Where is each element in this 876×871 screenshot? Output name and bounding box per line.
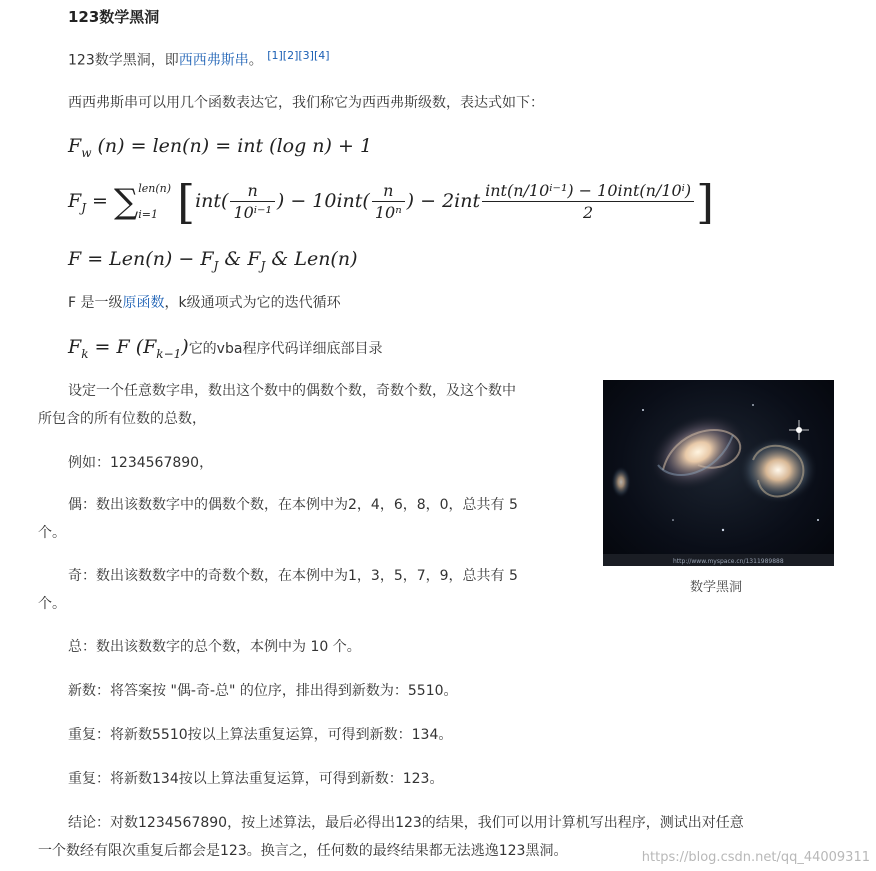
page-title: 123数学黑洞 — [68, 8, 160, 26]
even-line2: 个。 — [38, 525, 66, 541]
galaxy-image[interactable] — [603, 380, 834, 566]
image-caption: 数学黑洞 — [690, 580, 743, 595]
image-url-text: http://www.myspace.cn/1311989888 — [673, 558, 784, 565]
ref-4[interactable]: [4] — [313, 49, 330, 62]
repeat-2-paragraph: 重复：将新数134按以上算法重复运算，可得到新数：123。 — [68, 771, 444, 787]
odd-line2: 个。 — [38, 596, 66, 612]
watermark: https://blog.csdn.net/qq_44009311 — [641, 850, 870, 865]
primitive-function-paragraph: F 是一级原函数，k级通项式为它的迭代循环 — [68, 295, 341, 311]
ref-2[interactable]: [2] — [282, 49, 299, 62]
sisyphus-link[interactable]: 西西弗斯串 — [178, 52, 249, 69]
example-paragraph: 例如：1234567890， — [68, 455, 214, 471]
primitive-function-link[interactable]: 原函数 — [122, 295, 165, 311]
galaxy-illustration — [603, 380, 834, 566]
p1-line1: 设定一个任意数字串，数出这个数中的偶数个数，奇数个数，及这个数中 — [68, 383, 516, 399]
conclusion-line2: 一个数经有限次重复后都会是123。换言之，任何数的最终结果都无法逃逸123黑洞。 — [38, 843, 568, 859]
formula-fj: $F_J$ = ∑ len(n) i=1 [int( $\frac{n}{\text{10ⁱ⁻¹}}$ ) − 10int( $\frac{n}{\text{10ⁿ}}$ ) − 2int $\frac{\text{int(n/10ⁱ⁻¹) − 10int(n/10ⁱ)}}{2}$ ] — [68, 175, 715, 229]
intro-suffix: 。 — [248, 52, 263, 69]
odd-line1: 奇：数出该数数字中的奇数个数，在本例中为1，3，5，7，9，总共有 5 — [68, 568, 518, 584]
total-paragraph: 总：数出该数数字的总个数，本例中为 10 个。 — [68, 639, 361, 655]
conclusion-line1: 结论：对数1234567890，按上述算法，最后必得出123的结果，我们可以用计算机写出程序，测试出对任意 — [68, 815, 744, 831]
formula-fk: $F_k = F$ $(F_{k-1})$它的vba程序代码详细底部目录 — [68, 336, 383, 361]
intro-prefix: 123数学黑洞，即 — [68, 52, 179, 69]
even-line1: 偶：数出该数数字中的偶数个数，在本例中为2，4，6，8，0，总共有 5 — [68, 497, 518, 513]
ref-3[interactable]: [3] — [298, 49, 314, 62]
formula-f: $F = Len(n) - F_J$ & $F_J$ & Len(n) — [68, 248, 358, 273]
formula-fw: $F_w$ (n) = len(n) = int (log n) + 1 — [68, 135, 373, 160]
expression-intro: 西西弗斯串可以用几个函数表达它，我们称它为西西弗斯级数，表达式如下： — [68, 95, 544, 111]
intro-paragraph — [68, 42, 330, 75]
new-number-paragraph: 新数：将答案按 "偶-奇-总" 的位序，排出得到新数为：5510。 — [68, 683, 458, 699]
ref-1[interactable]: [1] — [267, 49, 283, 62]
repeat-1-paragraph: 重复：将新数5510按以上算法重复运算，可得到新数：134。 — [68, 727, 453, 743]
p1-line2: 所包含的所有位数的总数， — [38, 411, 206, 427]
